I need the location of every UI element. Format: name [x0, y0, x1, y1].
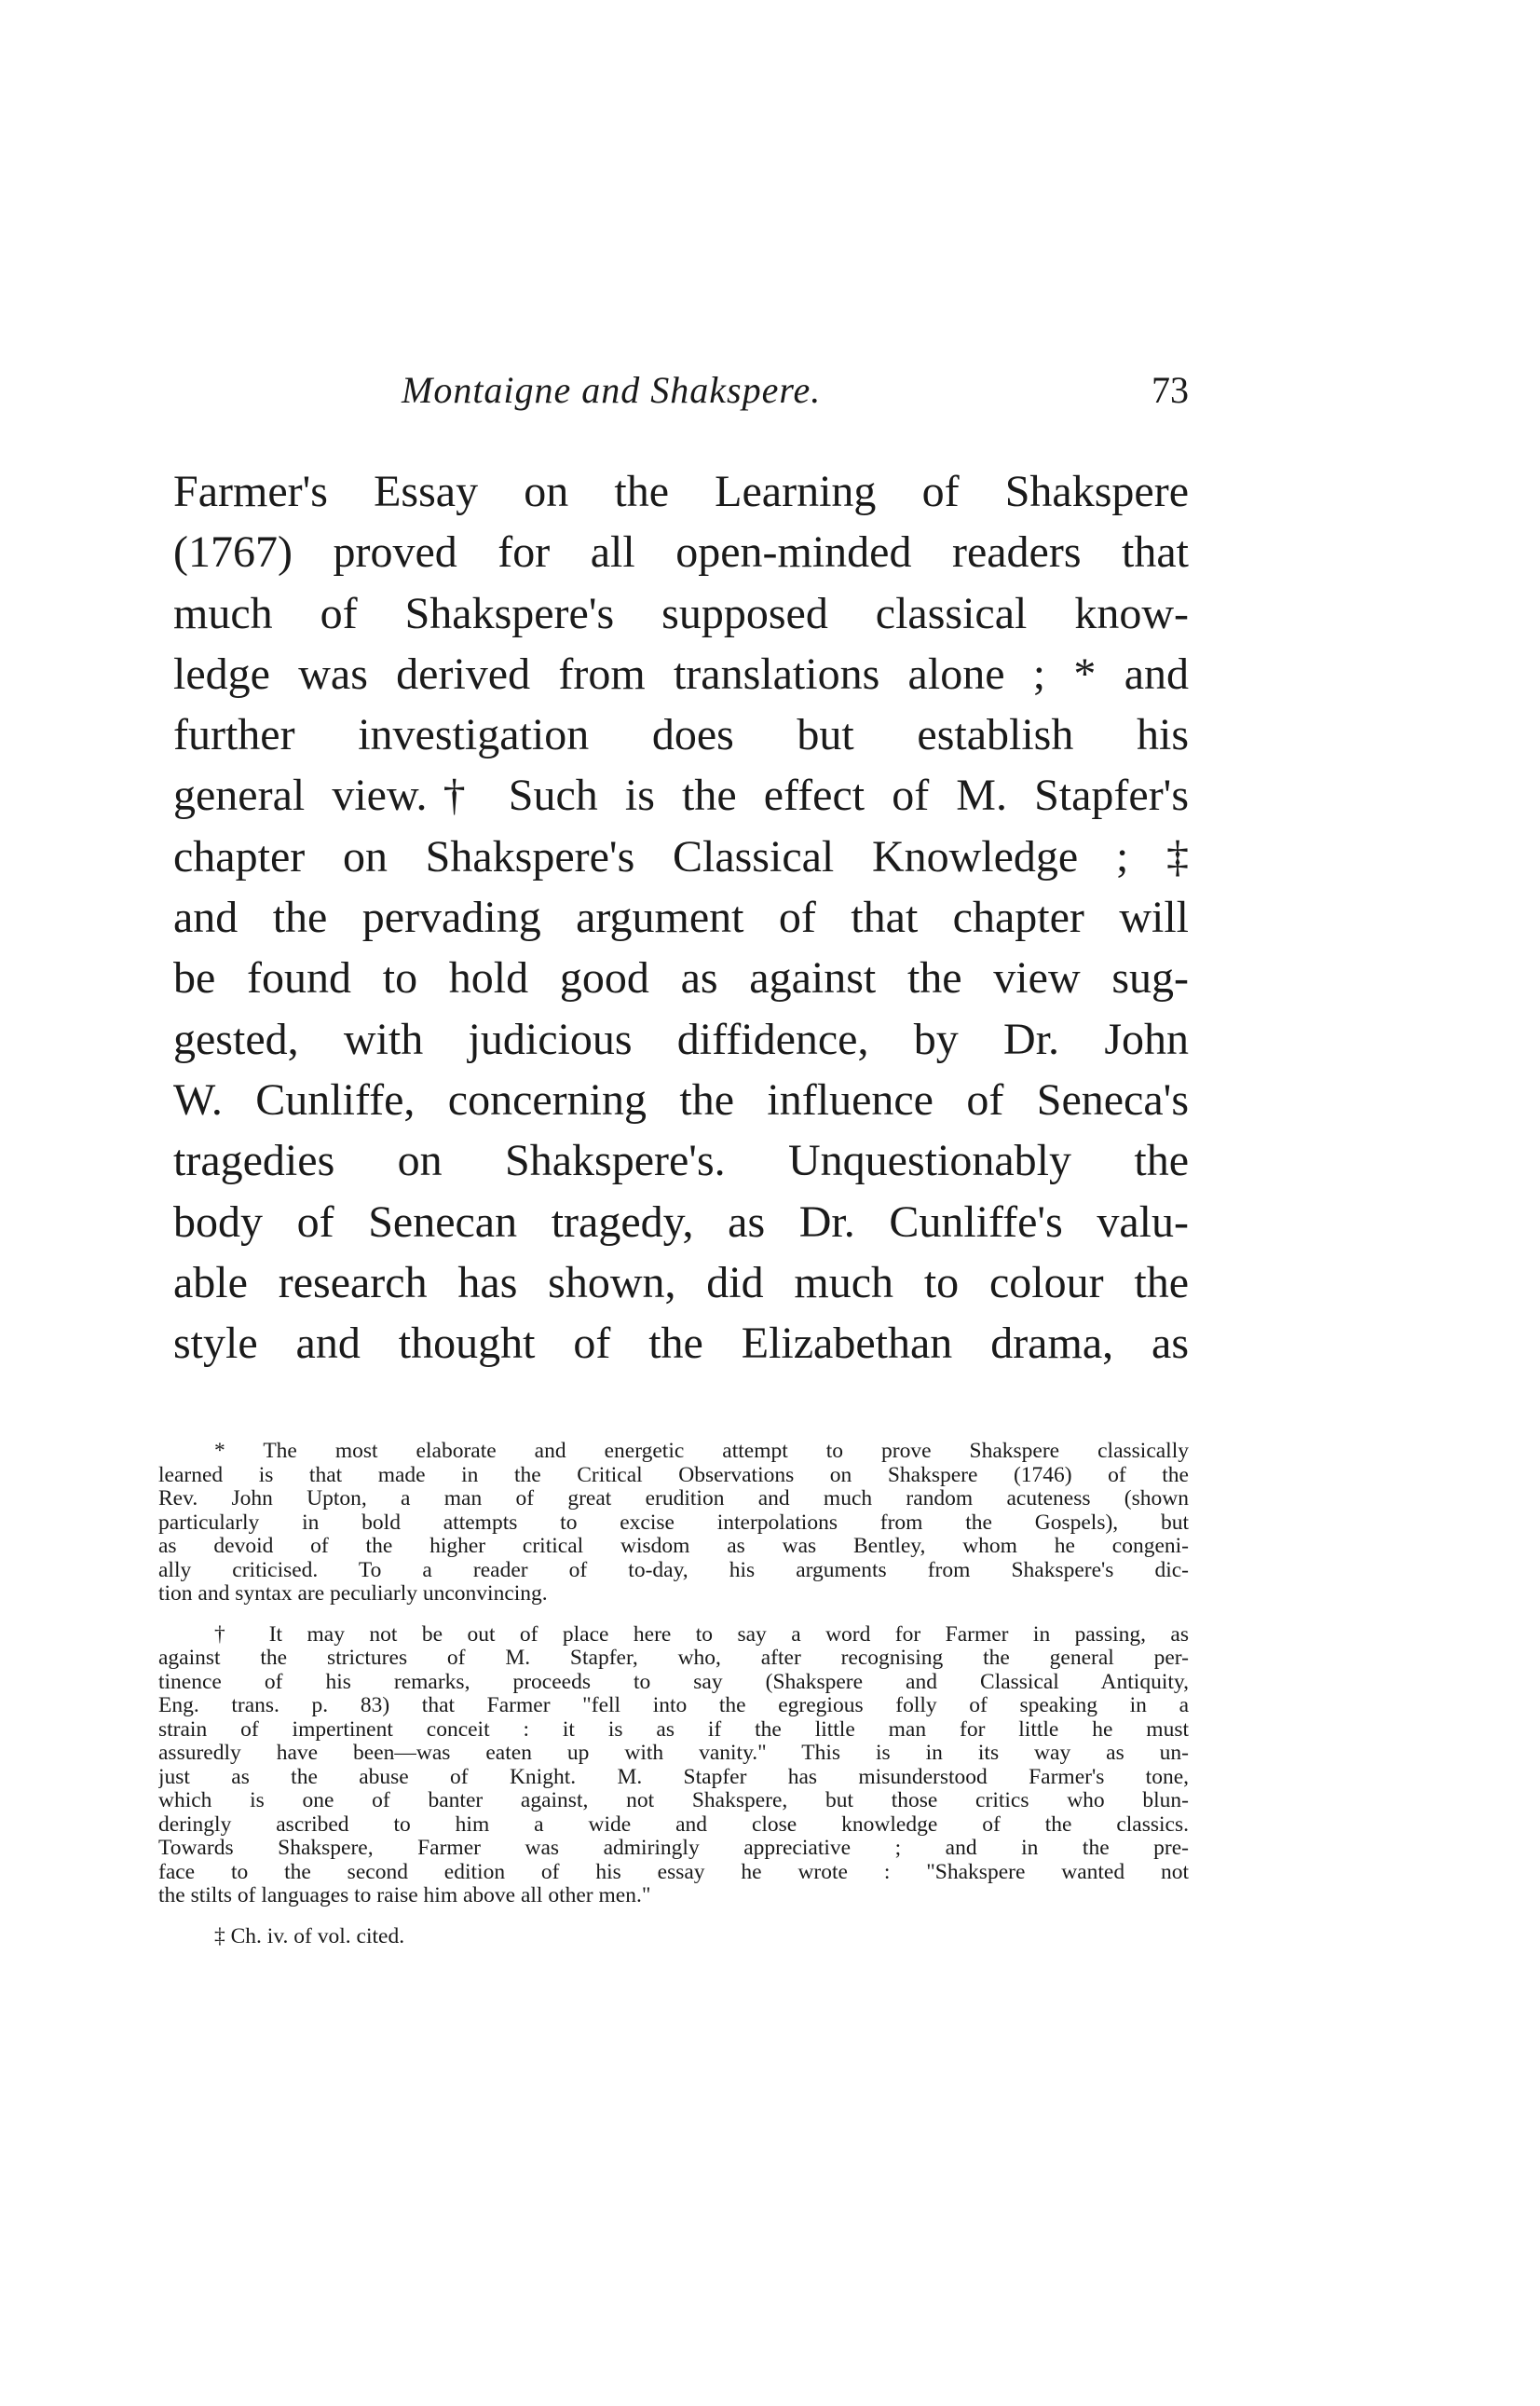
body-text	[173, 461, 1189, 1374]
footnote-line: particularly in bold attempts to excise interpolations from the Gospels), but	[158, 1511, 1189, 1535]
body-line: Farmer's Essay on the Learning of Shakspere	[173, 467, 1189, 516]
body-line: ledge was derived from translations alone ; * and	[173, 649, 1189, 699]
footnote-line: which is one of banter against, not Shakspere, but those critics who blun-	[158, 1789, 1189, 1812]
footnote-double-dagger	[158, 1925, 1189, 1949]
footnote-line: as devoid of the higher critical wisdom as was Bentley, whom he congeni-	[158, 1535, 1189, 1558]
footnote-line: the stilts of languages to raise him above all other men."	[158, 1884, 651, 1907]
footnote-line: Towards Shakspere, Farmer was admiringly appreciative ; and in the pre-	[158, 1837, 1189, 1860]
footnote-line: learned is that made in the Critical Observations on Shakspere (1746) of the	[158, 1463, 1189, 1487]
footnote-line: deringly ascribed to him a wide and close knowledge of the classics.	[158, 1812, 1189, 1837]
body-line: general view.† Such is the effect of M. Stapfer's	[173, 771, 1189, 821]
footnote-line: strain of impertinent conceit : it is as if the little man for little he must	[158, 1717, 1189, 1742]
footnote-line: just as the abuse of Knight. M. Stapfer has misunderstood Farmer's tone,	[158, 1765, 1189, 1789]
body-line: style and thought of the Elizabethan drama, as	[173, 1319, 1189, 1369]
body-line: body of Senecan tragedy, as Dr. Cunliffe's valu-	[173, 1196, 1189, 1247]
footnote-line: ally criticised. To a reader of to-day, his arguments from Shakspere's dic-	[158, 1558, 1189, 1582]
footnotes	[158, 1440, 1189, 1965]
footnote-line: † It may not be out of place here to say a word for Farmer in passing, as	[214, 1622, 1189, 1647]
body-line: be found to hold good as against the view sug-	[173, 953, 1189, 1004]
footnote-line: Rev. John Upton, a man of great erudition and much random acuteness (shown	[158, 1487, 1189, 1511]
footnote-line: tinence of his remarks, proceeds to say (Shakspere and Classical Antiquity,	[158, 1670, 1189, 1694]
running-title: Montaigne and Shakspere.	[402, 369, 822, 411]
page-number: 73	[1152, 369, 1189, 411]
body-line: W. Cunliffe, concerning the influence of Seneca's	[173, 1074, 1189, 1125]
body-line: gested, with judicious diffidence, by Dr. John	[173, 1014, 1189, 1064]
body-line: (1767) proved for all open-minded readers that	[173, 527, 1189, 578]
footnote-line: against the strictures of M. Stapfer, who, after recognising the general per-	[158, 1647, 1189, 1670]
footnote-line: assuredly have been—was eaten up with vanity." This is in its way as un-	[158, 1742, 1189, 1765]
body-line: and the pervading argument of that chapter will	[173, 893, 1189, 943]
footnote-line: tion and syntax are peculiarly unconvincing.	[158, 1582, 548, 1606]
footnote-line: face to the second edition of his essay he wrote : "Shakspere wanted not	[158, 1860, 1189, 1884]
body-line: tragedies on Shakspere's. Unquestionably the	[173, 1136, 1189, 1186]
body-line: able research has shown, did much to colour the	[173, 1257, 1189, 1307]
footnote-asterisk	[158, 1440, 1189, 1606]
footnote-line: ‡ Ch. iv. of vol. cited.	[214, 1924, 405, 1948]
body-line: further investigation does but establish his	[173, 710, 1189, 760]
footnote-dagger	[158, 1623, 1189, 1908]
body-line: much of Shakspere's supposed classical know-	[173, 588, 1189, 638]
footnote-line: Eng. trans. p. 83) that Farmer "fell into the egregious folly of speaking in a	[158, 1694, 1189, 1717]
running-head	[173, 368, 1189, 424]
footnote-line: * The most elaborate and energetic attempt to prove Shakspere classically	[214, 1440, 1189, 1463]
body-line: chapter on Shakspere's Classical Knowledge ; ‡	[173, 831, 1189, 882]
